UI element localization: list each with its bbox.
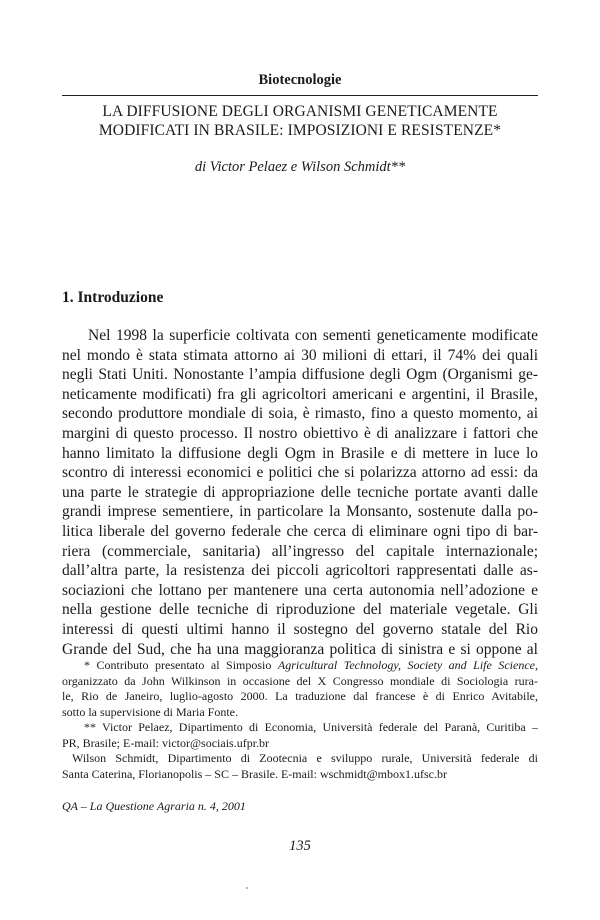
title-line: MODIFICATI IN BRASILE: IMPOSIZIONI E RESISTENZE* bbox=[98, 122, 502, 139]
body-line: nella gestione delle tecniche di riproduzione del materiale vegetale. Gli bbox=[62, 601, 538, 619]
header-rule bbox=[62, 95, 538, 96]
page-number: 135 bbox=[289, 838, 311, 854]
body-line: secondo produttore mondiale di soia, è rimasto, fino a questo momento, ai bbox=[62, 405, 538, 423]
journal-citation: QA – La Questione Agraria n. 4, 2001 bbox=[62, 799, 246, 813]
footnote-italic-title: Agricultural Technology, Society and Life Science, bbox=[277, 658, 538, 672]
body-line: dall’altra parte, la resistenza dei piccoli agricoltori rappresentati dalle as- bbox=[62, 562, 538, 580]
footnote-line: PR, Brasile; E-mail: victor@sociais.ufpr.br bbox=[62, 735, 270, 750]
section-heading: 1. Introduzione bbox=[62, 289, 164, 306]
footnote-line: organizzato da John Wilkinson in occasione del X Congresso mondiale di Sociologia rura- bbox=[62, 673, 538, 688]
body-line: scontro di interessi economici e politici che si polarizza attorno ad essi: da bbox=[62, 464, 538, 482]
body-line: hanno limitato la diffusione degli Ogm in Brasile e di mettere in luce lo bbox=[62, 444, 538, 462]
authors-prefix: di bbox=[194, 159, 207, 175]
footnote-lead: * Contributo presentato al Simposio bbox=[84, 658, 272, 672]
body-line: riera (commerciale, sanitaria) all’ingresso del capitale internazionale; bbox=[62, 542, 538, 560]
title-line: LA DIFFUSIONE DEGLI ORGANISMI GENETICAMENTE bbox=[102, 103, 498, 120]
body-line: litica liberale del governo federale che cerca di eliminare ogni tipo di bar- bbox=[62, 522, 538, 540]
authors-names: Victor Pelaez e Wilson Schmidt** bbox=[209, 159, 406, 175]
body-line: una parte le strategie di appropriazione delle tecniche portate avanti dalle bbox=[62, 483, 538, 501]
section-header: Biotecnologie bbox=[258, 72, 342, 88]
footnote-line: Wilson Schmidt, Dipartimento di Zootecnia e sviluppo rurale, Università federale di bbox=[72, 751, 538, 765]
footnotes bbox=[62, 658, 538, 782]
body-line: Grande del Sud, che ha una maggioranza politica di sinistra e si oppone al bbox=[62, 640, 538, 658]
body-line: neticamente modificati) fra gli agricoltori americani e argentini, il Brasile, bbox=[62, 385, 538, 403]
footnote-line bbox=[62, 658, 538, 674]
body-line: negli Stati Uniti. Nonostante l’ampia diffusione degli Ogm (Organismi ge- bbox=[62, 366, 538, 384]
body-line: sociazioni che lottano per mantenere una certa autonomia nell’adozione e bbox=[62, 581, 538, 599]
footnote-line: sotto la supervisione di Maria Fonte. bbox=[62, 704, 238, 719]
body-line: nel mondo è stata stimata attorno ai 30 milioni di ettari, il 74% dei quali bbox=[62, 346, 538, 364]
footnote-line: Santa Caterina, Florianopolis – SC – Brasile. E-mail: wschmidt@mbox1.ufsc.br bbox=[62, 766, 448, 781]
body-line: margini di questo processo. Il nostro obiettivo è di analizzare i fattori che bbox=[62, 424, 538, 442]
body-line: Nel 1998 la superficie coltivata con sementi geneticamente modificate bbox=[88, 327, 538, 344]
footnote-line: ** Victor Pelaez, Dipartimento di Economia, Università federale del Paranà, Curitiba – bbox=[84, 720, 538, 734]
authors-line bbox=[0, 159, 600, 176]
body-line: grandi imprese sementiere, in particolare la Monsanto, sostenute dalla po- bbox=[62, 503, 538, 521]
body-text bbox=[62, 326, 538, 659]
footnote-line: le, Rio de Janeiro, luglio-agosto 2000. La traduzione dal francese è di Enrico Avitabile, bbox=[62, 689, 538, 703]
body-line: interessi di questi ultimi hanno il sostegno del governo statale del Rio bbox=[62, 620, 538, 638]
article-title bbox=[62, 102, 538, 140]
scan-speck bbox=[246, 887, 248, 889]
